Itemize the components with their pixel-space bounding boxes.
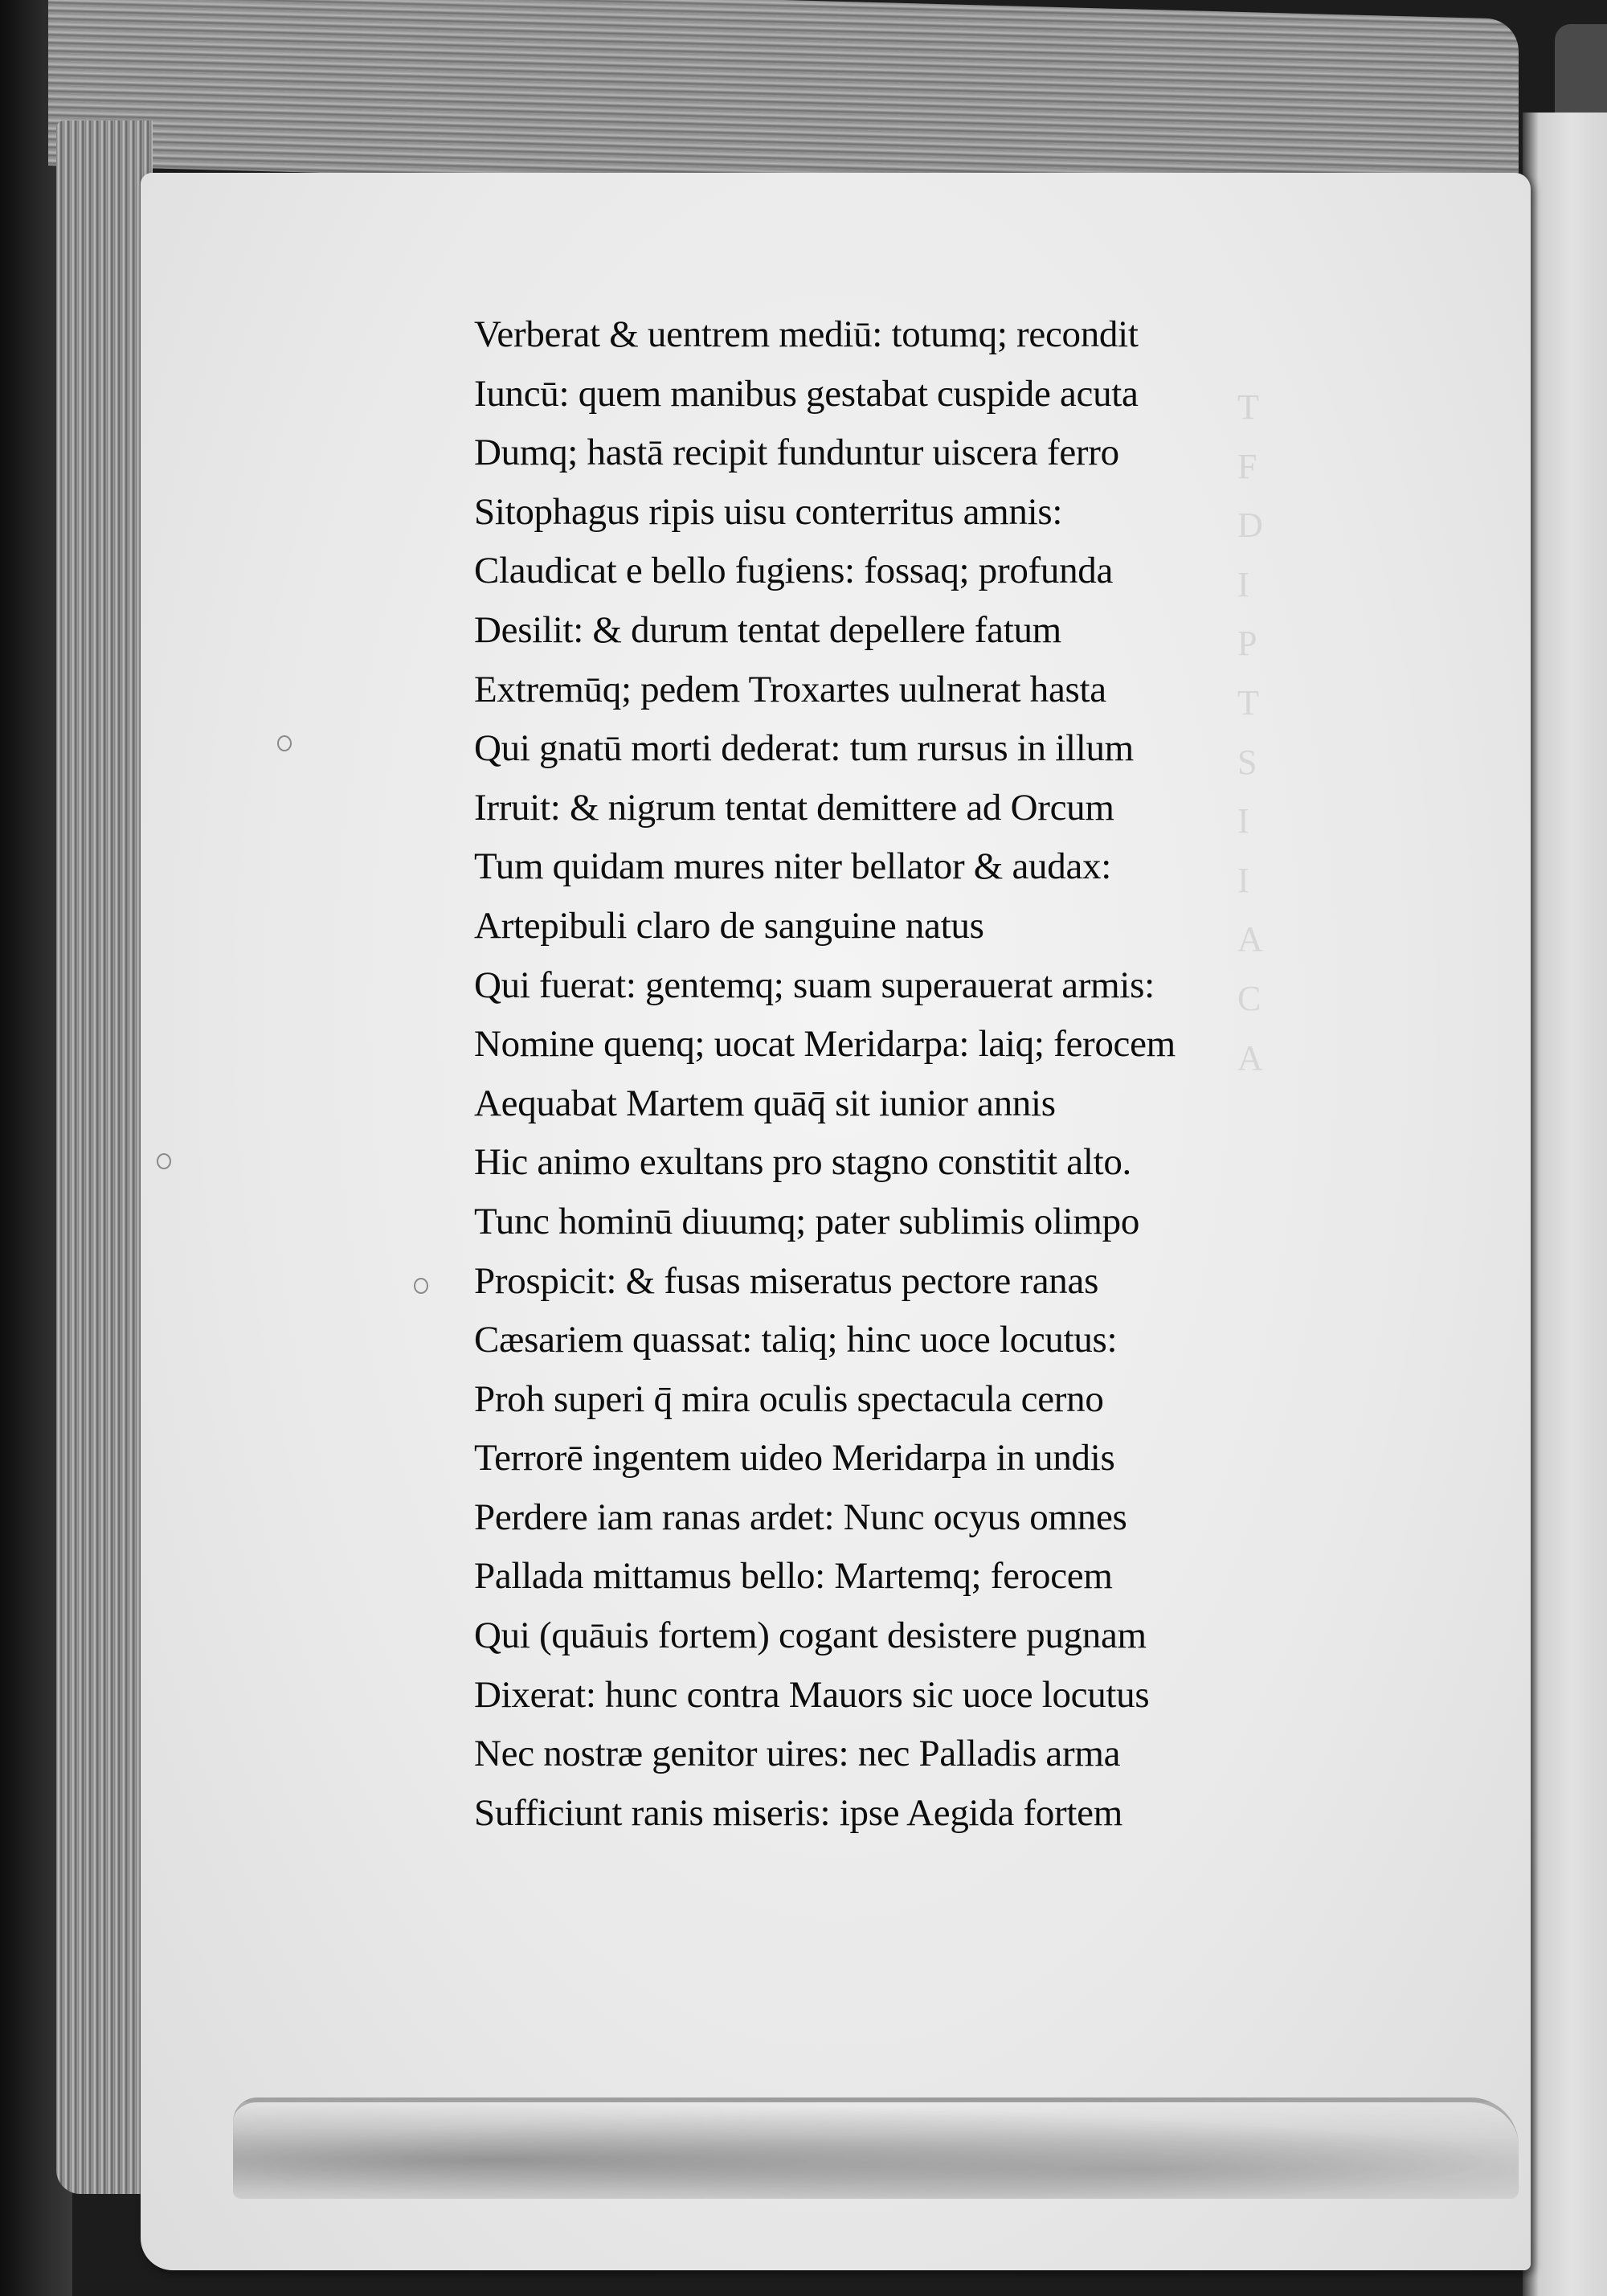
page-stack-left-edge [56, 121, 153, 2194]
text-line: Irruit: & nigrum tentat demittere ad Orcum [474, 786, 1114, 829]
water-stain [233, 2098, 1519, 2199]
text-line: Desilit: & durum tentat depellere fatum [474, 608, 1061, 651]
text-line: Cæsariem quassat: taliq; hinc uoce locutus: [474, 1319, 1118, 1361]
text-line: Tunc hominū diuumq; pater sublimis olimpo [474, 1200, 1140, 1242]
text-line: Qui fuerat: gentemq; suam superauerat armis: [474, 964, 1155, 1006]
verso-show-through: T F D I P T S I I A C A [1237, 387, 1263, 1078]
page-hole [414, 1278, 428, 1294]
text-line: Extremūq; pedem Troxartes uulnerat hasta [474, 668, 1106, 710]
text-line: Artepibuli claro de sanguine natus [474, 904, 984, 947]
text-line: Iuncū: quem manibus gestabat cuspide acuta [474, 372, 1139, 415]
text-line: Verberat & uentrem mediū: totumq; recondit [474, 313, 1139, 355]
text-line: Nomine quenq; uocat Meridarpa: laiq; ferocem [474, 1023, 1176, 1066]
page-hole [157, 1153, 171, 1169]
text-line: Sufficiunt ranis miseris: ipse Aegida fortem [474, 1791, 1122, 1834]
text-line: Hic animo exultans pro stagno constitit alto. [474, 1141, 1131, 1184]
text-line: Dixerat: hunc contra Mauors sic uoce locutus [474, 1673, 1150, 1716]
text-line: Sitophagus ripis uisu conterritus amnis: [474, 490, 1063, 533]
text-line: Claudicat e bello fugiens: fossaq; profunda [474, 550, 1114, 592]
text-line: Prospicit: & fusas miseratus pectore ranas [474, 1259, 1099, 1302]
text-line: Pallada mittamus bello: Martemq; ferocem [474, 1555, 1113, 1598]
facing-page-edge [1523, 113, 1607, 2296]
text-line: Terrorē ingentem uideo Meridarpa in undis [474, 1437, 1115, 1480]
page-hole [277, 735, 292, 751]
text-block [474, 305, 1278, 1843]
text-line: Aequabat Martem quāq̄ sit iunior annis [474, 1082, 1056, 1124]
text-line: Proh superi q̄ mira oculis spectacula cerno [474, 1377, 1104, 1420]
text-line: Qui gnatū morti dederat: tum rursus in illum [474, 727, 1134, 770]
text-line: Nec nostræ genitor uires: nec Palladis arma [474, 1733, 1121, 1775]
text-line: Qui (quāuis fortem) cogant desistere pugnam [474, 1615, 1147, 1657]
text-line: Tum quidam mures niter bellator & audax: [474, 845, 1111, 888]
text-line: Dumq; hastā recipit funduntur uiscera ferro [474, 432, 1119, 474]
text-line: Perdere iam ranas ardet: Nunc ocyus omnes [474, 1496, 1127, 1538]
